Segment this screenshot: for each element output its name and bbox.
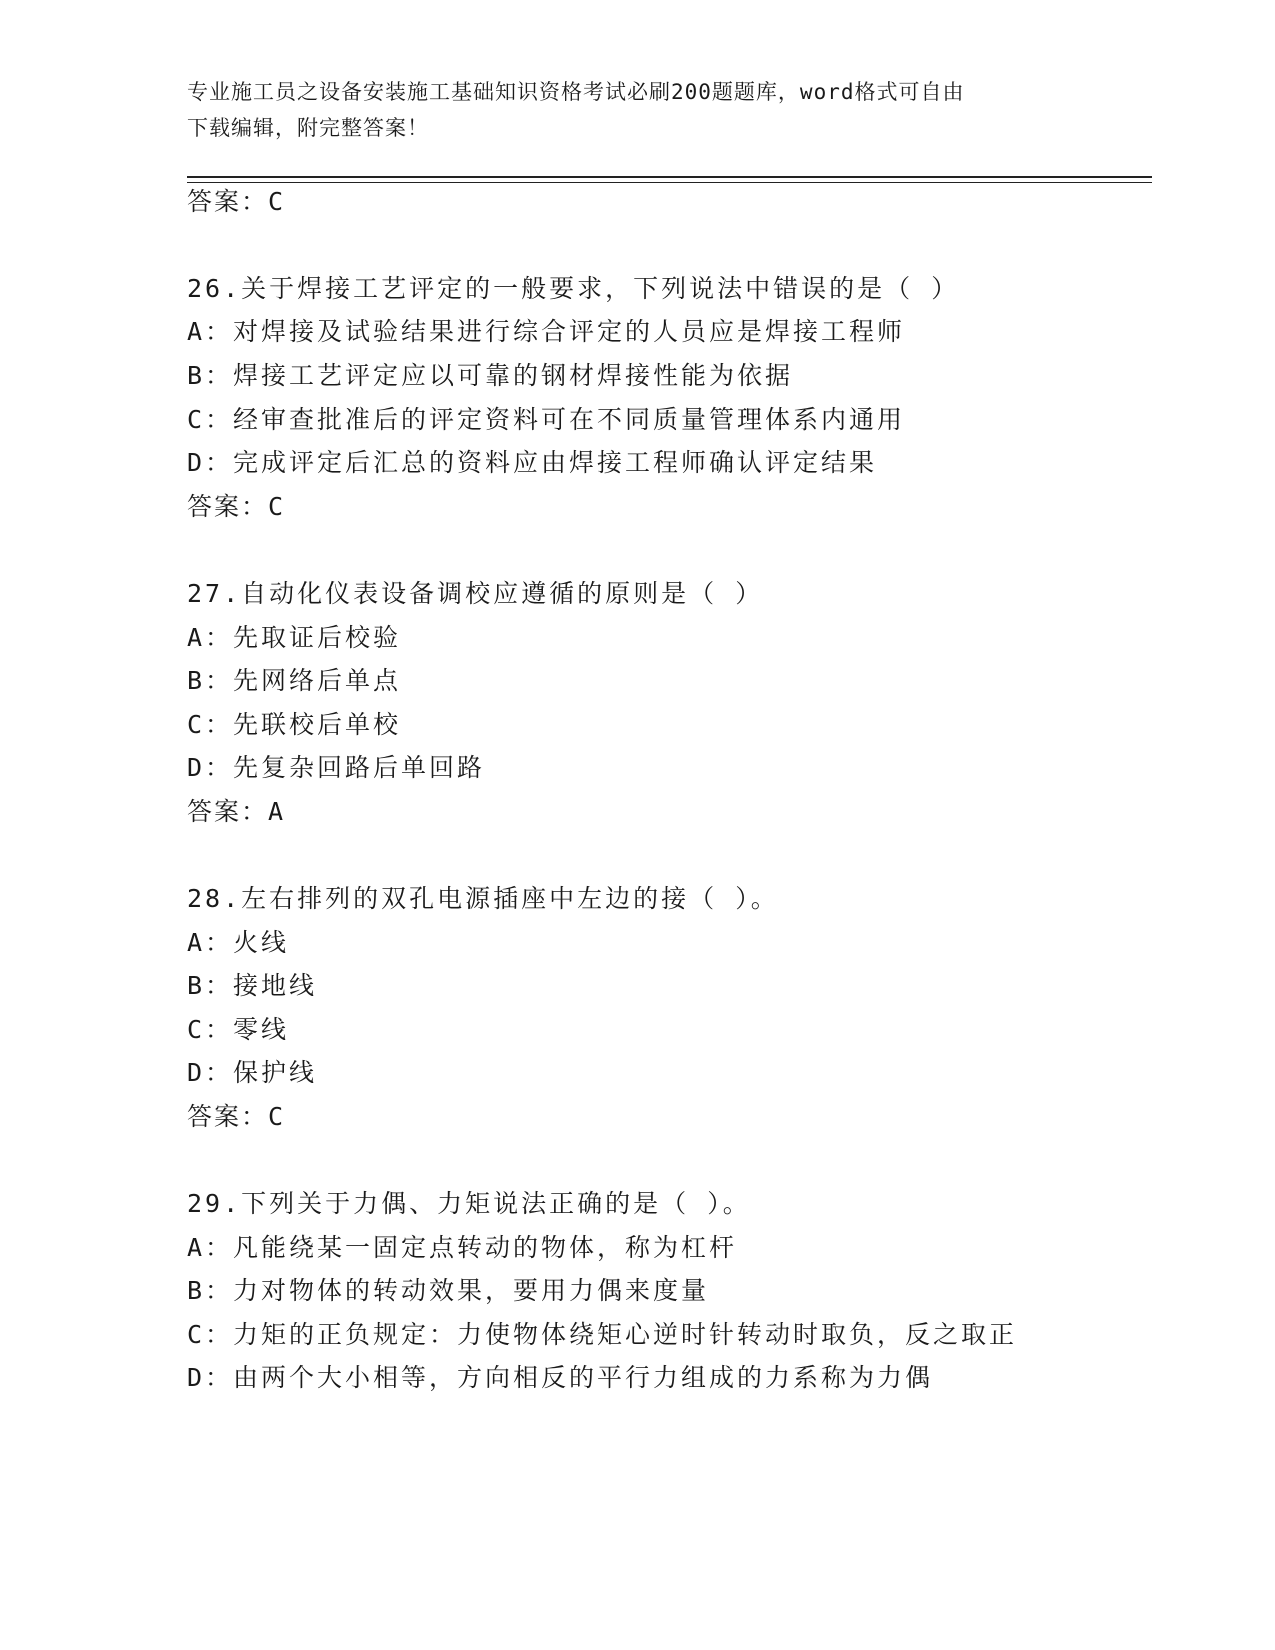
header-line-2: 下载编辑，附完整答案！ bbox=[187, 116, 429, 140]
answer-value: C bbox=[268, 492, 286, 521]
question-29-option-c: C：力矩的正负规定：力使物体绕矩心逆时针转动时取负，反之取正 bbox=[187, 1320, 1018, 1349]
question-29-option-d: D：由两个大小相等，方向相反的平行力组成的力系称为力偶 bbox=[187, 1363, 934, 1392]
answer-line-28 bbox=[187, 1101, 285, 1133]
question-27-option-a: A：先取证后校验 bbox=[187, 623, 402, 652]
question-stem-26: 26.关于焊接工艺评定的一般要求，下列说法中错误的是（ ） bbox=[187, 274, 960, 303]
header-divider-thin bbox=[187, 182, 1152, 183]
answer-line-prev bbox=[187, 186, 285, 218]
header-divider-thick bbox=[187, 176, 1152, 178]
question-29-option-b: B：力对物体的转动效果，要用力偶来度量 bbox=[187, 1276, 710, 1305]
question-29-option-a: A：凡能绕某一固定点转动的物体，称为杠杆 bbox=[187, 1233, 738, 1262]
header-line-1: 专业施工员之设备安装施工基础知识资格考试必刷200题题库，word格式可自由 bbox=[187, 80, 965, 104]
question-28-option-d: D：保护线 bbox=[187, 1058, 318, 1087]
answer-label: 答案： bbox=[187, 187, 269, 216]
question-27-option-b: B：先网络后单点 bbox=[187, 666, 402, 695]
question-27-option-d: D：先复杂回路后单回路 bbox=[187, 753, 486, 782]
question-28-option-c: C：零线 bbox=[187, 1015, 290, 1044]
document-header bbox=[187, 74, 1067, 146]
answer-label: 答案： bbox=[187, 1102, 269, 1131]
answer-label: 答案： bbox=[187, 492, 269, 521]
question-26-option-b: B：焊接工艺评定应以可靠的钢材焊接性能为依据 bbox=[187, 361, 794, 390]
answer-value: A bbox=[268, 797, 286, 826]
answer-label: 答案： bbox=[187, 797, 269, 826]
question-26-option-d: D：完成评定后汇总的资料应由焊接工程师确认评定结果 bbox=[187, 448, 878, 477]
question-stem-27: 27.自动化仪表设备调校应遵循的原则是（ ） bbox=[187, 579, 764, 608]
question-28-option-a: A：火线 bbox=[187, 928, 290, 957]
question-26-option-c: C：经审查批准后的评定资料可在不同质量管理体系内通用 bbox=[187, 405, 906, 434]
answer-value: C bbox=[268, 187, 286, 216]
question-stem-29: 29.下列关于力偶、力矩说法正确的是（ ）。 bbox=[187, 1189, 751, 1218]
answer-line-26 bbox=[187, 491, 285, 523]
question-stem-28: 28.左右排列的双孔电源插座中左边的接（ ）。 bbox=[187, 884, 779, 913]
question-28-option-b: B：接地线 bbox=[187, 971, 318, 1000]
answer-line-27 bbox=[187, 796, 285, 828]
question-26-option-a: A：对焊接及试验结果进行综合评定的人员应是焊接工程师 bbox=[187, 317, 906, 346]
question-27-option-c: C：先联校后单校 bbox=[187, 710, 402, 739]
answer-value: C bbox=[268, 1102, 286, 1131]
